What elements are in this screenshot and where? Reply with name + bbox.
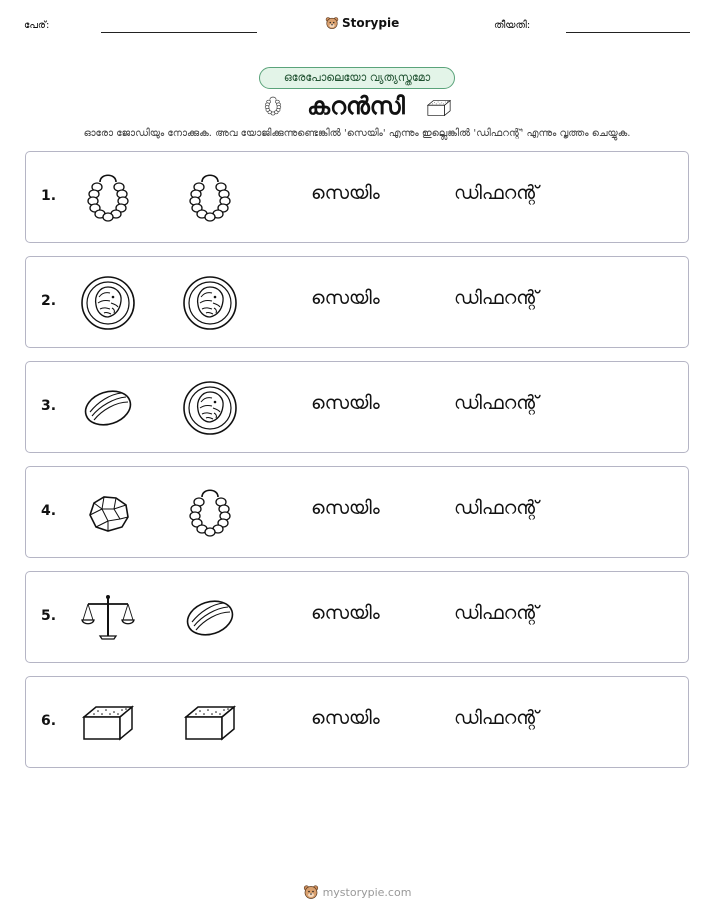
lion-coin-icon — [80, 275, 136, 331]
same-option[interactable]: സെയിം — [311, 182, 380, 204]
pair-row-5 — [25, 571, 689, 663]
shell-necklace-icon — [182, 170, 238, 226]
different-option[interactable]: ഡിഫറന്റ് — [454, 707, 539, 729]
lion-coin-icon — [182, 275, 238, 331]
pair-row-3 — [25, 361, 689, 453]
pair-row-1 — [25, 151, 689, 243]
salt-block-icon — [80, 695, 136, 751]
shell-necklace-icon — [182, 485, 238, 541]
different-option[interactable]: ഡിഫറന്റ് — [454, 287, 539, 309]
cocoa-bean-icon — [80, 380, 136, 436]
row-number: 3. — [41, 398, 57, 414]
shell-necklace-icon — [80, 170, 136, 226]
shell-necklace-icon — [262, 93, 284, 119]
brand-name: Storypie — [342, 16, 400, 30]
lion-coin-icon — [182, 380, 238, 436]
row-number: 2. — [41, 293, 57, 309]
same-option[interactable]: സെയിം — [311, 287, 380, 309]
bear-mascot-icon — [303, 884, 319, 900]
same-option[interactable]: സെയിം — [311, 497, 380, 519]
salt-block-icon — [424, 95, 454, 121]
footer-website: mystorypie.com — [322, 885, 412, 899]
brand-logo — [325, 16, 399, 30]
gold-nugget-icon — [80, 485, 136, 541]
name-label: പേര്: — [24, 20, 50, 31]
page-title: കറൻസി — [307, 92, 405, 120]
different-option[interactable]: ഡിഫറന്റ് — [454, 497, 539, 519]
cocoa-bean-icon — [182, 590, 238, 646]
worksheet-header — [0, 16, 714, 38]
pair-row-6 — [25, 676, 689, 768]
same-option[interactable]: സെയിം — [311, 392, 380, 414]
date-label: തീയതി: — [494, 20, 531, 31]
row-number: 1. — [41, 188, 57, 204]
worksheet-type-badge: ഒരേപോലെയോ വ്യത്യസ്തമോ — [259, 67, 455, 89]
different-option[interactable]: ഡിഫറന്റ് — [454, 182, 539, 204]
balance-scale-icon — [80, 590, 136, 646]
row-number: 6. — [41, 713, 57, 729]
footer — [0, 884, 714, 900]
different-option[interactable]: ഡിഫറന്റ് — [454, 602, 539, 624]
same-option[interactable]: സെയിം — [311, 602, 380, 624]
name-blank-line — [101, 32, 257, 33]
pair-row-2 — [25, 256, 689, 348]
row-number: 4. — [41, 503, 57, 519]
title-row — [0, 92, 714, 122]
row-number: 5. — [41, 608, 57, 624]
different-option[interactable]: ഡിഫറന്റ് — [454, 392, 539, 414]
bear-mascot-icon — [325, 16, 339, 30]
date-blank-line — [566, 32, 690, 33]
pair-row-4 — [25, 466, 689, 558]
same-option[interactable]: സെയിം — [311, 707, 380, 729]
instructions: ഓരോ ജോഡിയും നോക്കുക. അവ യോജിക്കുന്നുണ്ടെങ്കിൽ 'സെയിം' എന്നും ഇല്ലെങ്കിൽ 'ഡിഫറന്റ്' എന്നും വൃത്തം ചെയ്യുക. — [83, 128, 631, 139]
salt-block-icon — [182, 695, 238, 751]
